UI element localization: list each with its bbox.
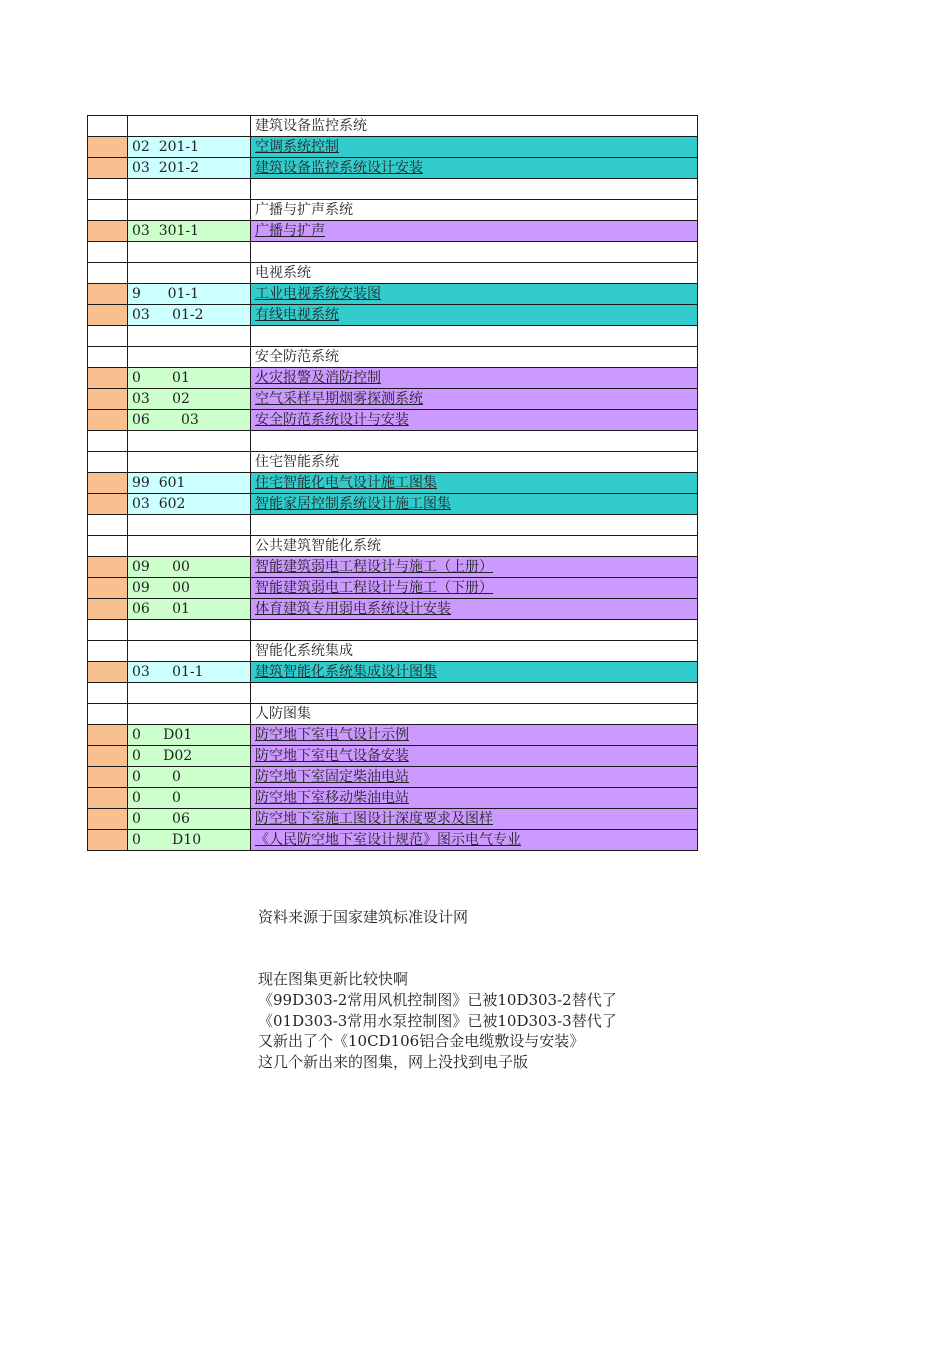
index-cell xyxy=(88,515,128,536)
code-cell xyxy=(128,179,251,200)
section-title: 安全防范系统 xyxy=(251,347,698,368)
atlas-code: 02 201-1 xyxy=(128,137,251,158)
index-cell xyxy=(88,158,128,179)
catalog-row xyxy=(88,137,698,158)
index-cell xyxy=(88,284,128,305)
atlas-code: 9 01-1 xyxy=(128,284,251,305)
atlas-name-link[interactable]: 智能家居控制系统设计施工图集 xyxy=(255,496,451,512)
code-cell xyxy=(128,263,251,284)
index-cell xyxy=(88,536,128,557)
catalog-table-body xyxy=(88,116,698,851)
atlas-name-cell xyxy=(251,788,698,809)
atlas-name-cell xyxy=(251,158,698,179)
atlas-code: 0 0 xyxy=(128,788,251,809)
catalog-row xyxy=(88,767,698,788)
atlas-name-link[interactable]: 住宅智能化电气设计施工图集 xyxy=(255,475,437,491)
catalog-row xyxy=(88,473,698,494)
index-cell xyxy=(88,746,128,767)
atlas-name-link[interactable]: 防空地下室电气设计示例 xyxy=(255,727,409,743)
atlas-name-link[interactable]: 《人民防空地下室设计规范》图示电气专业 xyxy=(255,832,521,848)
code-cell xyxy=(128,431,251,452)
atlas-name-cell xyxy=(251,830,698,851)
index-cell xyxy=(88,788,128,809)
atlas-code: 09 00 xyxy=(128,578,251,599)
atlas-name-link[interactable]: 工业电视系统安装图 xyxy=(255,286,381,302)
section-title: 住宅智能系统 xyxy=(251,452,698,473)
index-cell xyxy=(88,200,128,221)
code-cell xyxy=(128,515,251,536)
section-header-row xyxy=(88,116,698,137)
note-line: 这几个新出来的图集，网上没找到电子版 xyxy=(258,1053,529,1071)
atlas-code: 0 D02 xyxy=(128,746,251,767)
atlas-code: 03 602 xyxy=(128,494,251,515)
atlas-name-cell xyxy=(251,137,698,158)
atlas-name-link[interactable]: 广播与扩声 xyxy=(255,223,325,239)
catalog-row xyxy=(88,410,698,431)
atlas-code: 0 D01 xyxy=(128,725,251,746)
note-line: 现在图集更新比较快啊 xyxy=(258,970,409,988)
index-cell xyxy=(88,221,128,242)
code-cell xyxy=(128,326,251,347)
name-cell xyxy=(251,620,698,641)
index-cell xyxy=(88,326,128,347)
index-cell xyxy=(88,599,128,620)
index-cell xyxy=(88,116,128,137)
atlas-code: 03 01-2 xyxy=(128,305,251,326)
name-cell xyxy=(251,179,698,200)
section-header-row xyxy=(88,641,698,662)
catalog-row xyxy=(88,158,698,179)
index-cell xyxy=(88,389,128,410)
section-title: 公共建筑智能化系统 xyxy=(251,536,698,557)
atlas-name-cell xyxy=(251,767,698,788)
note-line: 《01D303-3常用水泵控制图》已被10D303-3替代了 xyxy=(258,1012,617,1030)
atlas-name-cell xyxy=(251,221,698,242)
index-cell xyxy=(88,704,128,725)
index-cell xyxy=(88,431,128,452)
catalog-row xyxy=(88,809,698,830)
catalog-table xyxy=(87,115,698,851)
index-cell xyxy=(88,494,128,515)
atlas-name-link[interactable]: 防空地下室固定柴油电站 xyxy=(255,769,409,785)
atlas-code: 09 00 xyxy=(128,557,251,578)
name-cell xyxy=(251,326,698,347)
source-note: 资料来源于国家建筑标准设计网 xyxy=(258,908,469,926)
blank-row xyxy=(88,431,698,452)
atlas-name-cell xyxy=(251,410,698,431)
name-cell xyxy=(251,431,698,452)
atlas-name-link[interactable]: 建筑智能化系统集成设计图集 xyxy=(255,664,437,680)
atlas-name-cell xyxy=(251,284,698,305)
blank-row xyxy=(88,515,698,536)
code-cell xyxy=(128,704,251,725)
atlas-name-cell xyxy=(251,578,698,599)
atlas-name-link[interactable]: 火灾报警及消防控制 xyxy=(255,370,381,386)
note-line: 《99D303-2常用风机控制图》已被10D303-2替代了 xyxy=(258,991,617,1009)
index-cell xyxy=(88,683,128,704)
index-cell xyxy=(88,305,128,326)
atlas-name-cell xyxy=(251,389,698,410)
catalog-row xyxy=(88,284,698,305)
code-cell xyxy=(128,200,251,221)
code-cell xyxy=(128,242,251,263)
atlas-name-link[interactable]: 安全防范系统设计与安装 xyxy=(255,412,409,428)
code-cell xyxy=(128,620,251,641)
section-header-row xyxy=(88,347,698,368)
name-cell xyxy=(251,515,698,536)
catalog-row xyxy=(88,494,698,515)
atlas-name-link[interactable]: 有线电视系统 xyxy=(255,307,339,323)
catalog-row xyxy=(88,599,698,620)
blank-row xyxy=(88,620,698,641)
index-cell xyxy=(88,473,128,494)
code-cell xyxy=(128,116,251,137)
section-header-row xyxy=(88,704,698,725)
catalog-row xyxy=(88,305,698,326)
section-header-row xyxy=(88,263,698,284)
name-cell xyxy=(251,683,698,704)
atlas-code: 06 03 xyxy=(128,410,251,431)
blank-row xyxy=(88,179,698,200)
atlas-name-link[interactable]: 空气采样早期烟雾探测系统 xyxy=(255,391,423,407)
index-cell xyxy=(88,578,128,599)
atlas-code: 0 06 xyxy=(128,809,251,830)
index-cell xyxy=(88,368,128,389)
section-header-row xyxy=(88,200,698,221)
blank-row xyxy=(88,242,698,263)
index-cell xyxy=(88,347,128,368)
section-title: 电视系统 xyxy=(251,263,698,284)
index-cell xyxy=(88,137,128,158)
atlas-code: 03 201-2 xyxy=(128,158,251,179)
code-cell xyxy=(128,536,251,557)
atlas-name-cell xyxy=(251,368,698,389)
atlas-name-link[interactable]: 建筑设备监控系统设计安装 xyxy=(255,160,423,176)
index-cell xyxy=(88,725,128,746)
section-title: 人防图集 xyxy=(251,704,698,725)
atlas-code: 03 02 xyxy=(128,389,251,410)
atlas-name-cell xyxy=(251,662,698,683)
name-cell xyxy=(251,242,698,263)
index-cell xyxy=(88,641,128,662)
atlas-name-link[interactable]: 防空地下室移动柴油电站 xyxy=(255,790,409,806)
section-header-row xyxy=(88,452,698,473)
atlas-code: 99 601 xyxy=(128,473,251,494)
index-cell xyxy=(88,263,128,284)
catalog-row xyxy=(88,221,698,242)
atlas-name-link[interactable]: 智能建筑弱电工程设计与施工（上册） xyxy=(255,559,493,575)
atlas-name-cell xyxy=(251,809,698,830)
atlas-name-link[interactable]: 智能建筑弱电工程设计与施工（下册） xyxy=(255,580,493,596)
atlas-code: 03 301-1 xyxy=(128,221,251,242)
code-cell xyxy=(128,347,251,368)
atlas-name-cell xyxy=(251,725,698,746)
atlas-name-cell xyxy=(251,557,698,578)
section-title: 智能化系统集成 xyxy=(251,641,698,662)
section-title: 建筑设备监控系统 xyxy=(251,116,698,137)
note-line: 又新出了个《10CD106铝合金电缆敷设与安装》 xyxy=(258,1032,585,1050)
atlas-name-link[interactable]: 防空地下室电气设备安装 xyxy=(255,748,409,764)
section-title: 广播与扩声系统 xyxy=(251,200,698,221)
atlas-name-link[interactable]: 防空地下室施工图设计深度要求及图样 xyxy=(255,811,493,827)
atlas-name-cell xyxy=(251,494,698,515)
catalog-row xyxy=(88,830,698,851)
atlas-code: 0 01 xyxy=(128,368,251,389)
index-cell xyxy=(88,242,128,263)
index-cell xyxy=(88,620,128,641)
atlas-name-cell xyxy=(251,473,698,494)
catalog-row xyxy=(88,746,698,767)
index-cell xyxy=(88,410,128,431)
section-header-row xyxy=(88,536,698,557)
index-cell xyxy=(88,452,128,473)
code-cell xyxy=(128,641,251,662)
atlas-name-cell xyxy=(251,305,698,326)
blank-row xyxy=(88,683,698,704)
atlas-name-cell xyxy=(251,746,698,767)
catalog-row xyxy=(88,578,698,599)
code-cell xyxy=(128,683,251,704)
index-cell xyxy=(88,662,128,683)
blank-row xyxy=(88,326,698,347)
atlas-code: 0 D10 xyxy=(128,830,251,851)
atlas-code: 03 01-1 xyxy=(128,662,251,683)
atlas-name-link[interactable]: 体育建筑专用弱电系统设计安装 xyxy=(255,601,451,617)
index-cell xyxy=(88,767,128,788)
catalog-row xyxy=(88,368,698,389)
atlas-code: 0 0 xyxy=(128,767,251,788)
index-cell xyxy=(88,179,128,200)
catalog-row xyxy=(88,389,698,410)
index-cell xyxy=(88,830,128,851)
catalog-row xyxy=(88,662,698,683)
index-cell xyxy=(88,557,128,578)
catalog-row xyxy=(88,788,698,809)
atlas-name-link[interactable]: 空调系统控制 xyxy=(255,139,339,155)
catalog-row xyxy=(88,557,698,578)
code-cell xyxy=(128,452,251,473)
catalog-row xyxy=(88,725,698,746)
atlas-name-cell xyxy=(251,599,698,620)
index-cell xyxy=(88,809,128,830)
atlas-code: 06 01 xyxy=(128,599,251,620)
